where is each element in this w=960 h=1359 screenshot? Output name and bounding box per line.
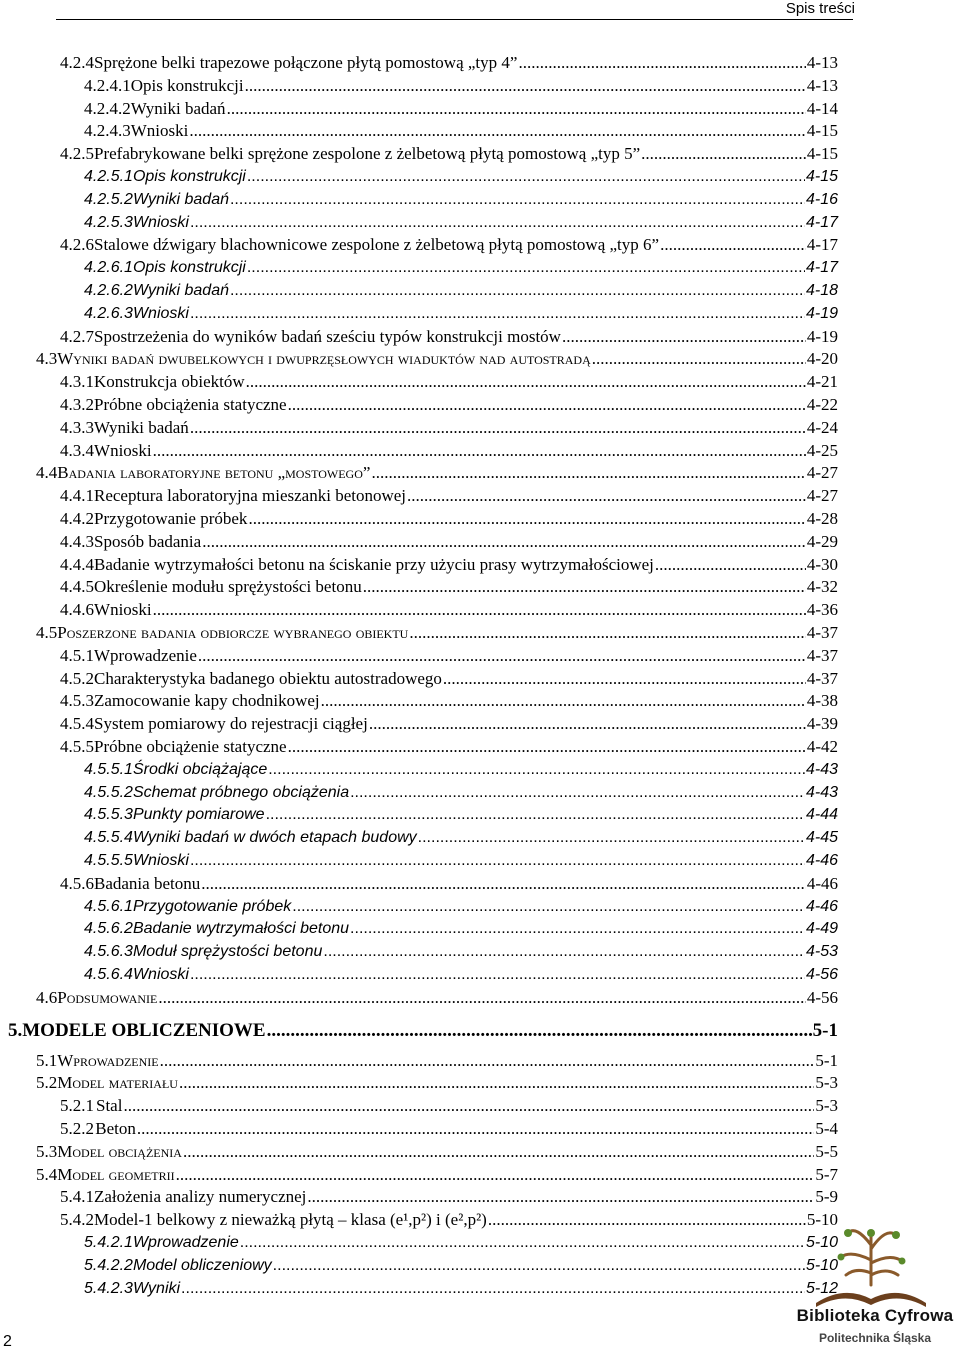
toc-entry-number: 4.5 <box>36 623 58 642</box>
toc-entry-title: Opis konstrukcji <box>132 168 246 185</box>
toc-entry-page: 5-3 <box>815 1096 838 1116</box>
toc-leader-dots <box>350 919 805 939</box>
toc-entry-number: 4.5.6.4 <box>84 966 133 983</box>
toc-entry-title: Zamocowanie kapy chodnikowej <box>94 691 320 711</box>
toc-entry-number: 4.2.4.2 <box>84 98 131 118</box>
toc-entry[interactable] <box>60 600 838 620</box>
toc-entry-page: 4-15 <box>806 121 838 141</box>
toc-entry-title: Opis konstrukcji <box>130 75 244 95</box>
toc-leader-dots <box>592 349 806 369</box>
header-rule <box>56 19 853 20</box>
toc-entry-number: 4.5.6 <box>60 873 94 893</box>
toc-entry[interactable] <box>84 258 838 278</box>
toc-entry-number: 4.4.5 <box>60 577 94 597</box>
toc-leader-dots <box>190 965 805 985</box>
toc-leader-dots <box>655 555 806 575</box>
toc-entry-title: Opis konstrukcji <box>132 259 246 277</box>
toc-entry[interactable] <box>84 1256 838 1276</box>
toc-entry-page: 4-15 <box>805 168 838 185</box>
toc-entry[interactable] <box>84 828 838 848</box>
toc-leader-dots <box>160 1051 815 1071</box>
toc-entry[interactable] <box>84 99 838 119</box>
toc-entry[interactable] <box>60 577 838 597</box>
toc-entry-title: Badania betonu <box>94 873 201 893</box>
toc-entry-number: 4.3.2 <box>60 395 94 414</box>
toc-leader-dots <box>153 441 806 461</box>
toc-entry-page: 4-46 <box>805 852 838 869</box>
toc-entry-title: Badanie wytrzymałości betonu na ściskanie przy użyciu prasy wytrzymałościowej <box>94 554 654 574</box>
toc-entry-number: 4.2.6 <box>60 235 94 255</box>
toc-leader-dots <box>266 805 805 825</box>
toc-entry-page: 4-19 <box>805 304 838 322</box>
toc-entry-title: Podsumowanie <box>57 987 158 1007</box>
toc-entry-title: Konstrukcja obiektów <box>94 372 245 392</box>
toc-entry[interactable] <box>84 783 838 803</box>
toc-entry[interactable] <box>36 1051 838 1071</box>
toc-leader-dots <box>179 1073 814 1093</box>
toc-entry[interactable] <box>36 349 838 369</box>
toc-entry-number: 5.2.1 <box>60 1096 94 1116</box>
toc-entry-number: 4.5.5.1 <box>84 760 133 778</box>
toc-entry-number: 4.2.5.2 <box>84 190 133 208</box>
toc-leader-dots <box>288 395 806 415</box>
toc-entry-page: 5-7 <box>815 1164 838 1184</box>
logo-text-line1: Biblioteka Cyfrowa <box>796 1306 954 1325</box>
toc-entry-page: 4-43 <box>805 760 838 778</box>
toc-leader-dots <box>321 691 806 711</box>
toc-leader-dots <box>198 646 806 666</box>
page-number: 2 <box>3 1333 12 1350</box>
toc-entry-number: 4.5.5.3 <box>84 806 133 824</box>
toc-entry-number: 5. <box>8 1019 23 1041</box>
toc-entry-number: 4.4.1 <box>60 486 94 506</box>
toc-leader-dots <box>248 509 805 529</box>
toc-leader-dots <box>153 600 806 620</box>
toc-entry-number: 4.5.1 <box>60 645 94 665</box>
toc-entry-title: Wyniki badań <box>94 417 189 437</box>
toc-entry[interactable] <box>60 327 838 347</box>
toc-entry[interactable] <box>36 1073 838 1093</box>
toc-entry-title: Model materiału <box>57 1073 178 1093</box>
toc-leader-dots <box>247 258 805 278</box>
toc-entry-page: 4-56 <box>805 966 838 983</box>
toc-entry-title: Wprowadzenie <box>94 645 197 665</box>
toc-leader-dots <box>307 1187 814 1207</box>
toc-entry-number: 4.2.6.3 <box>84 304 133 322</box>
toc-entry[interactable] <box>84 760 838 780</box>
toc-entry[interactable] <box>60 486 838 506</box>
toc-entry-number: 4.4.3 <box>60 531 94 551</box>
toc-entry[interactable] <box>60 532 838 552</box>
toc-entry-title: Wyniki badań dwubelkowych i dwuprzęsłowych wiaduktów nad autostradą <box>57 349 591 369</box>
toc-entry[interactable] <box>60 144 838 164</box>
toc-leader-dots <box>363 577 806 597</box>
toc-leader-dots <box>273 1256 805 1276</box>
toc-entry[interactable] <box>84 167 838 187</box>
toc-entry-page: 4-46 <box>806 873 838 893</box>
toc-entry-title: Sprężone belki trapezowe połączone płytą pomostową „typ 4” <box>94 53 518 72</box>
toc-entry-page: 4-37 <box>806 645 838 665</box>
toc-entry-page: 4-20 <box>806 349 838 369</box>
toc-entry-title: Stalowe dźwigary blachownicowe zespolone z żelbetową płytą pomostową „typ 6” <box>94 235 660 255</box>
toc-entry[interactable] <box>60 646 838 666</box>
toc-leader-dots <box>660 235 806 255</box>
toc-entry[interactable] <box>60 1187 838 1207</box>
toc-entry-title: Badanie wytrzymałości betonu <box>132 920 350 938</box>
toc-entry-number: 4.2.4.3 <box>84 121 131 141</box>
toc-entry-number: 4.4.4 <box>60 554 94 574</box>
toc-entry-page: 5-10 <box>806 1210 838 1230</box>
toc-entry-page: 4-18 <box>805 282 838 299</box>
toc-leader-dots <box>246 372 806 392</box>
toc-entry-title: Wnioski <box>130 121 189 141</box>
toc-leader-dots <box>518 53 805 73</box>
toc-entry-page: 5-1 <box>815 1050 838 1070</box>
toc-leader-dots <box>407 486 806 506</box>
toc-entry-number: 5.3 <box>36 1141 58 1161</box>
toc-entry-page: 4-28 <box>806 509 838 528</box>
toc-leader-dots <box>562 327 806 347</box>
toc-leader-dots <box>418 828 805 848</box>
toc-entry-title: Schemat próbnego obciążenia <box>132 783 350 801</box>
toc-entry[interactable] <box>8 1020 838 1042</box>
toc-entry[interactable] <box>36 463 838 483</box>
toc-entry-title: Wnioski <box>94 600 152 620</box>
toc-entry[interactable] <box>60 395 838 415</box>
toc-leader-dots <box>190 851 805 871</box>
toc-entry-page: 4-44 <box>805 806 838 824</box>
toc-entry-title: Założenia analizy numerycznej <box>94 1187 307 1207</box>
toc-leader-dots <box>371 463 805 483</box>
toc-entry-page: 4-56 <box>806 987 838 1007</box>
toc-entry-title: Przygotowanie próbek <box>94 509 248 528</box>
toc-leader-dots <box>350 783 805 803</box>
toc-entry-page: 4-13 <box>806 53 838 72</box>
toc-entry-number: 4.5.5 <box>60 737 94 756</box>
toc-entry-number: 4.5.5.4 <box>84 829 133 847</box>
toc-entry-number: 4.2.6.1 <box>84 259 133 277</box>
toc-entry-page: 4-43 <box>805 783 838 801</box>
toc-entry[interactable] <box>84 1279 838 1299</box>
toc-entry-number: 4.2.5 <box>60 144 94 164</box>
toc-leader-dots <box>227 99 806 119</box>
toc-leader-dots <box>409 623 805 643</box>
toc-leader-dots <box>190 304 805 324</box>
toc-entry-page: 4-46 <box>805 897 838 915</box>
toc-entry-page: 4-36 <box>806 600 838 620</box>
toc-leader-dots <box>292 897 805 917</box>
toc-entry-number: 4.6 <box>36 987 58 1007</box>
toc-entry-page: 4-19 <box>806 326 838 346</box>
toc-entry-page: 5-3 <box>815 1073 838 1093</box>
toc-leader-dots <box>190 418 806 438</box>
toc-entry[interactable] <box>84 805 838 825</box>
toc-entry-page: 4-21 <box>806 372 838 392</box>
toc-entry[interactable] <box>36 988 838 1008</box>
toc-entry-number: 4.5.3 <box>60 691 94 711</box>
toc-leader-dots <box>288 737 806 757</box>
toc-entry[interactable] <box>84 919 838 939</box>
toc-entry-number: 4.5.5.2 <box>84 783 133 801</box>
toc-entry[interactable] <box>36 623 838 643</box>
toc-entry[interactable] <box>60 372 838 392</box>
toc-leader-dots <box>240 1233 805 1253</box>
toc-entry-number: 4.3.1 <box>60 372 94 392</box>
toc-entry-page: 4-17 <box>805 259 838 277</box>
toc-entry-number: 4.5.5.5 <box>84 852 133 869</box>
toc-entry-title: Moduł sprężystości betonu <box>132 943 323 961</box>
toc-leader-dots <box>158 988 805 1008</box>
toc-entry[interactable] <box>60 53 838 73</box>
toc-entry-title: Receptura laboratoryjna mieszanki betonowej <box>94 486 407 506</box>
toc-entry-number: 5.4.2.1 <box>84 1234 133 1251</box>
toc-entry-title: Model geometrii <box>57 1164 175 1184</box>
toc-entry-title: MODELE OBLICZENIOWE <box>22 1019 266 1041</box>
toc-entry-title: Wnioski <box>132 966 189 983</box>
toc-entry-page: 4-17 <box>806 235 838 255</box>
toc-entry-title: Wyniki badań w dwóch etapach budowy <box>132 829 417 847</box>
toc-entry-title: Wyniki badań <box>132 190 229 208</box>
toc-entry-title: Środki obciążające <box>132 760 268 778</box>
toc-entry-number: 4.5.6.1 <box>84 897 133 915</box>
toc-entry-number: 4.4 <box>36 463 58 483</box>
toc-entry-page: 4-53 <box>805 943 838 961</box>
toc-entry[interactable] <box>60 737 838 757</box>
toc-entry-title: Wprowadzenie <box>132 1234 239 1251</box>
toc-leader-dots <box>202 532 806 552</box>
toc-entry[interactable] <box>84 897 838 917</box>
toc-leader-dots <box>247 167 805 187</box>
toc-leader-dots <box>201 874 806 894</box>
toc-entry-number: 4.4.6 <box>60 600 94 620</box>
toc-entry-page: 4-29 <box>806 531 838 551</box>
toc-entry-title: Wnioski <box>132 304 189 322</box>
toc-entry-title: Sposób badania <box>94 531 202 551</box>
toc-entry-number: 4.3.3 <box>60 417 94 437</box>
toc-entry[interactable] <box>84 121 838 141</box>
toc-entry-page: 4-42 <box>806 737 838 756</box>
toc-entry[interactable] <box>84 1233 838 1253</box>
toc-entry[interactable] <box>60 874 838 894</box>
toc-entry-page: 5-5 <box>815 1141 838 1161</box>
toc-entry-title: System pomiarowy do rejestracji ciągłej <box>94 714 368 734</box>
toc-entry[interactable] <box>60 714 838 734</box>
toc-entry-title: Poszerzone badania odbiorcze wybranego obiektu <box>57 623 409 642</box>
toc-entry-page: 4-30 <box>806 554 838 574</box>
toc-entry-number: 5.2.2 <box>60 1119 94 1138</box>
toc-entry-title: Spostrzeżenia do wyników badań sześciu typów konstrukcji mostów <box>94 326 561 346</box>
toc-entry-title: Model-1 belkowy z nieważką płytą – klasa (e¹,p²) i (e²,p²) <box>94 1210 487 1230</box>
toc-entry-title: Wprowadzenie <box>57 1050 159 1070</box>
toc-entry-number: 5.4 <box>36 1164 58 1184</box>
toc-entry-title: Punkty pomiarowe <box>132 806 265 824</box>
toc-entry-title: Wyniki <box>132 1279 181 1297</box>
toc-entry[interactable] <box>36 1142 838 1162</box>
toc-entry-page: 4-45 <box>805 829 838 847</box>
toc-entry[interactable] <box>84 281 838 301</box>
toc-entry-title: Model obliczeniowy <box>132 1256 272 1274</box>
toc-entry-number: 4.2.4 <box>60 53 94 72</box>
toc-leader-dots <box>245 76 806 96</box>
toc-entry-page: 4-14 <box>806 98 838 118</box>
toc-entry-title: Badania laboratoryjne betonu „mostowego” <box>57 463 371 483</box>
toc-entry-page: 4-49 <box>805 920 838 938</box>
toc-leader-dots <box>190 213 805 233</box>
toc-entry-number: 4.3 <box>36 349 58 369</box>
toc-entry-page: 4-15 <box>806 144 838 164</box>
toc-entry[interactable] <box>84 190 838 210</box>
toc-entry-title: Wyniki badań <box>130 98 226 118</box>
toc-entry-page: 5-10 <box>805 1256 838 1274</box>
running-header: Spis treści <box>785 0 855 17</box>
toc-entry-page: 4-25 <box>806 440 838 460</box>
toc-leader-dots <box>443 669 806 689</box>
toc-entry-page: 4-37 <box>806 623 838 642</box>
toc-entry-number: 4.2.6.2 <box>84 282 133 299</box>
toc-entry-number: 5.4.2.2 <box>84 1256 133 1274</box>
toc-leader-dots <box>176 1165 815 1185</box>
toc-entry[interactable] <box>60 1096 838 1116</box>
toc-entry-number: 4.4.2 <box>60 509 94 528</box>
toc-entry-page: 4-24 <box>806 417 838 437</box>
toc-leader-dots <box>268 760 805 780</box>
toc-entry-page: 4-16 <box>805 190 838 208</box>
toc-entry[interactable] <box>60 669 838 689</box>
toc-entry-number: 4.2.4.1 <box>84 75 131 95</box>
toc-entry[interactable] <box>60 509 838 529</box>
toc-leader-dots <box>267 1020 812 1042</box>
toc-leader-dots <box>230 190 805 210</box>
toc-entry[interactable] <box>84 213 838 233</box>
toc-leader-dots <box>189 121 805 141</box>
toc-entry-page: 4-37 <box>806 668 838 688</box>
toc-entry-title: Wyniki badań <box>132 282 229 299</box>
toc-entry[interactable] <box>60 1119 838 1139</box>
toc-entry-number: 5.1 <box>36 1050 58 1070</box>
toc-entry-page: 4-13 <box>806 75 838 95</box>
toc-entry-number: 4.5.2 <box>60 668 94 688</box>
toc-entry[interactable] <box>60 691 838 711</box>
toc-entry-page: 5-9 <box>815 1187 838 1207</box>
toc-leader-dots <box>641 144 806 164</box>
toc-entry[interactable] <box>60 235 838 255</box>
toc-entry-number: 4.2.5.1 <box>84 168 133 185</box>
toc-entry[interactable] <box>84 942 838 962</box>
toc-entry-title: Wnioski <box>132 213 189 231</box>
toc-entry-page: 4-27 <box>806 463 838 483</box>
toc-entry[interactable] <box>60 441 838 461</box>
toc-leader-dots <box>123 1096 814 1116</box>
toc-entry-page: 4-39 <box>806 714 838 734</box>
toc-entry-number: 5.4.2.3 <box>84 1279 133 1297</box>
toc-entry-title: Wnioski <box>132 852 189 869</box>
toc-leader-dots <box>230 281 805 301</box>
toc-entry-title: Stal <box>96 1096 123 1116</box>
toc-entry[interactable] <box>36 1165 838 1185</box>
toc-entry-number: 5.4.2 <box>60 1210 94 1230</box>
toc-entry-number: 4.2.7 <box>60 326 94 346</box>
toc-entry-page: 5-10 <box>805 1234 838 1251</box>
toc-entry-page: 4-22 <box>806 395 838 414</box>
toc-entry[interactable] <box>84 851 838 871</box>
toc-entry-title: Model obciążenia <box>57 1141 182 1161</box>
toc-entry-title: Przygotowanie próbek <box>132 897 292 915</box>
toc-entry[interactable] <box>84 304 838 324</box>
toc-entry-page: 4-38 <box>806 691 838 711</box>
logo-text-line2: Politechnika Śląska <box>818 1331 932 1345</box>
toc-leader-dots <box>323 942 805 962</box>
toc-entry-title: Próbne obciążenia statyczne <box>94 395 287 414</box>
toc-entry-page: 5-1 <box>812 1019 838 1041</box>
toc-entry-title: Określenie modułu sprężystości betonu <box>94 577 362 597</box>
toc-entry-title: Prefabrykowane belki sprężone zespolone z żelbetową płytą pomostową „typ 5” <box>94 144 641 164</box>
toc-entry-number: 4.5.6.3 <box>84 943 133 961</box>
toc-entry-title: Próbne obciążenie statyczne <box>94 737 287 756</box>
toc-leader-dots <box>488 1210 806 1230</box>
toc-entry[interactable] <box>60 418 838 438</box>
toc-entry[interactable] <box>60 1210 838 1230</box>
toc-entry-page: 4-17 <box>805 213 838 231</box>
toc-entry-page: 4-32 <box>806 577 838 597</box>
toc-entry[interactable] <box>84 965 838 985</box>
toc-leader-dots <box>137 1119 814 1139</box>
toc-entry-number: 4.2.5.3 <box>84 213 133 231</box>
toc-entry-number: 4.3.4 <box>60 440 94 460</box>
toc-entry[interactable] <box>60 555 838 575</box>
toc-entry-number: 5.2 <box>36 1073 58 1093</box>
toc-entry-title: Wnioski <box>94 440 152 460</box>
toc-entry-page: 4-27 <box>806 486 838 506</box>
toc-entry[interactable] <box>84 76 838 96</box>
toc-entry-page: 5-12 <box>805 1279 838 1297</box>
toc-leader-dots <box>369 714 806 734</box>
toc-entry-title: Charakterystyka badanego obiektu autostradowego <box>94 668 442 688</box>
toc-entry-page: 5-4 <box>815 1119 838 1138</box>
toc-entry-number: 4.5.4 <box>60 714 94 734</box>
toc-leader-dots <box>183 1142 814 1162</box>
toc-leader-dots <box>181 1279 805 1299</box>
toc-entry-number: 5.4.1 <box>60 1187 94 1207</box>
toc-entry-number: 4.5.6.2 <box>84 920 133 938</box>
toc-entry-title: Beton <box>95 1119 136 1138</box>
